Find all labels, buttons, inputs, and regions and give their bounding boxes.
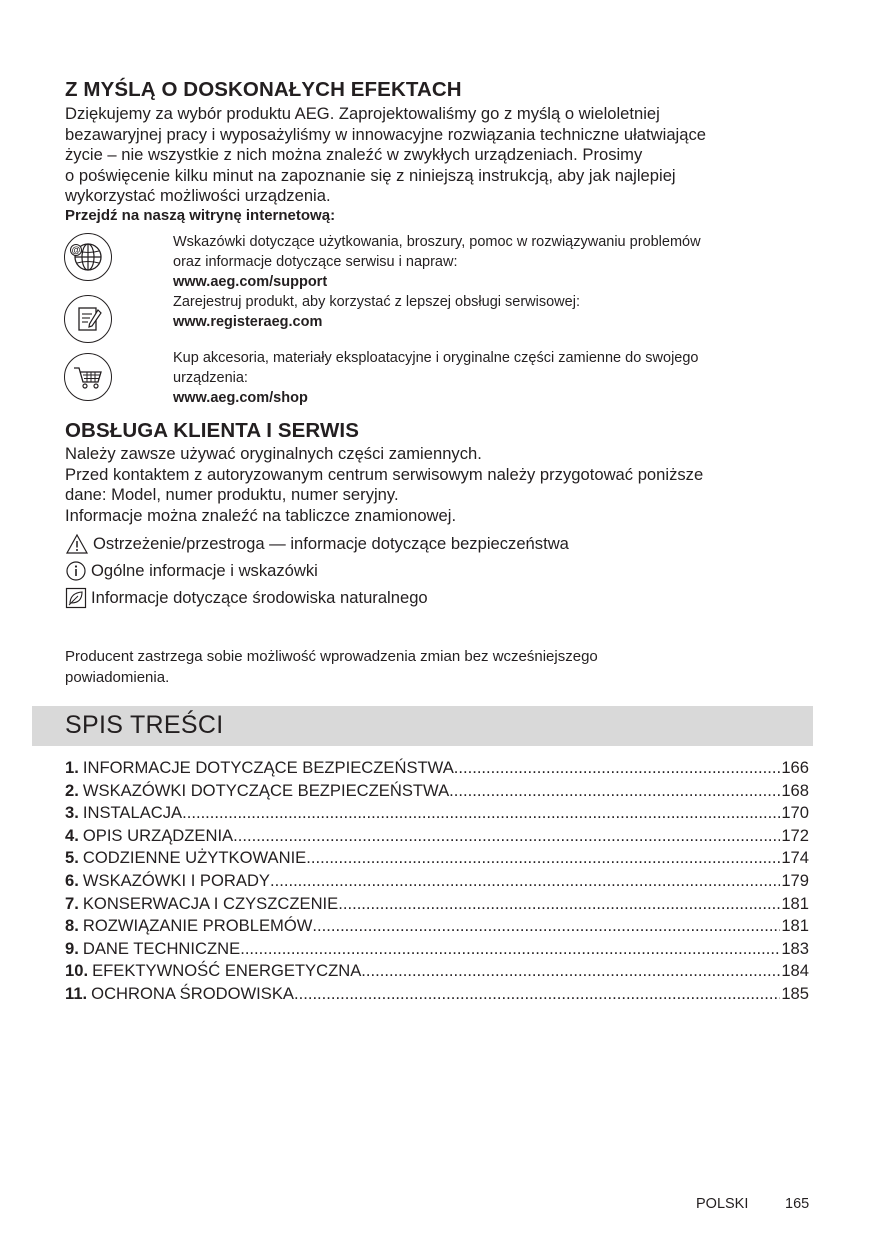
toc-entry[interactable] bbox=[65, 983, 809, 1006]
toc-entry-label: EFEKTYWNOŚĆ ENERGETYCZNA bbox=[92, 961, 362, 981]
toc-entry-number: 11. bbox=[65, 983, 88, 1003]
service-line: Przed kontaktem z autoryzowanym centrum serwisowym należy przygotować poniższe bbox=[65, 464, 704, 484]
intro-line: wykorzystać możliwości urządzenia. bbox=[65, 186, 331, 206]
toc-entry-number: 8. bbox=[65, 916, 79, 936]
toc-entry-number: 7. bbox=[65, 893, 79, 913]
environment-leaf-icon bbox=[65, 587, 87, 609]
toc-entry-label: KONSERWACJA I CZYSZCZENIE bbox=[82, 893, 339, 913]
toc-entry[interactable] bbox=[65, 893, 809, 916]
toc-entry[interactable] bbox=[65, 960, 809, 983]
toc-entry-number: 4. bbox=[65, 825, 79, 845]
toc-entry-number: 6. bbox=[65, 870, 79, 890]
service-line: Należy zawsze używać oryginalnych części zamiennych. bbox=[65, 444, 482, 463]
toc-header-band bbox=[32, 706, 813, 746]
toc-leader-dots bbox=[306, 847, 780, 870]
support-text-line: oraz informacje dotyczące serwisu i napraw: bbox=[173, 254, 458, 270]
toc-entry-page: 174 bbox=[781, 848, 809, 868]
disclaimer-line: powiadomienia. bbox=[65, 669, 170, 686]
toc-entry-number: 1. bbox=[65, 758, 79, 777]
toc-title: SPIS TREŚCI bbox=[65, 711, 224, 739]
register-info bbox=[173, 292, 580, 332]
intro-heading: Z MYŚLĄ O DOSKONAŁYCH EFEKTACH bbox=[65, 78, 462, 101]
toc-entry-label: INSTALACJA bbox=[82, 803, 183, 823]
support-info bbox=[173, 232, 701, 292]
toc-entry-label: WSKAZÓWKI DOTYCZĄCE BEZPIECZEŃSTWA bbox=[82, 780, 450, 800]
shop-info bbox=[173, 348, 699, 408]
toc-entry-page: 181 bbox=[781, 916, 809, 936]
warning-triangle-icon bbox=[65, 533, 89, 555]
toc-entry-page: 181 bbox=[781, 893, 809, 913]
warning-legend bbox=[65, 533, 569, 555]
toc-entry-page: 172 bbox=[781, 825, 809, 845]
intro-paragraph bbox=[65, 104, 706, 207]
toc-entry[interactable] bbox=[65, 757, 809, 780]
toc-entry-page: 170 bbox=[781, 803, 809, 823]
toc-entry-number: 2. bbox=[65, 780, 79, 800]
toc-entry[interactable] bbox=[65, 870, 809, 893]
toc-entry[interactable] bbox=[65, 938, 809, 961]
toc-leader-dots bbox=[182, 802, 780, 825]
intro-line: życie – nie wszystkie z nich można znaleźć w zwykłych urządzeniach. Prosimy bbox=[65, 145, 643, 165]
table-of-contents bbox=[65, 757, 809, 1006]
toc-entry-page: 166 bbox=[781, 758, 809, 777]
disclaimer-line: Producent zastrzega sobie możliwość wprowadzenia zmian bez wcześniejszego bbox=[65, 648, 598, 665]
visit-website-label: Przejdź na naszą witrynę internetową: bbox=[65, 207, 336, 224]
toc-entry-number: 10. bbox=[65, 961, 89, 981]
footer-language: POLSKI bbox=[696, 1196, 749, 1212]
environment-legend-text: Informacje dotyczące środowiska naturalnego bbox=[91, 588, 428, 607]
toc-leader-dots bbox=[454, 757, 781, 780]
toc-leader-dots bbox=[233, 825, 780, 848]
toc-leader-dots bbox=[312, 915, 780, 938]
toc-entry-label: OPIS URZĄDZENIA bbox=[82, 825, 234, 845]
toc-entry-page: 184 bbox=[781, 961, 809, 981]
info-legend bbox=[65, 560, 318, 582]
toc-entry-page: 183 bbox=[781, 938, 809, 958]
register-pen-icon bbox=[64, 295, 112, 343]
toc-entry-page: 168 bbox=[781, 780, 809, 800]
warning-legend-text: Ostrzeżenie/przestroga — informacje dotyczące bezpieczeństwa bbox=[93, 534, 569, 553]
toc-leader-dots bbox=[270, 870, 780, 893]
toc-entry-label: CODZIENNE UŻYTKOWANIE bbox=[82, 848, 307, 868]
toc-entry-label: OCHRONA ŚRODOWISKA bbox=[91, 983, 294, 1003]
globe-at-icon bbox=[64, 233, 112, 281]
intro-line: Dziękujemy za wybór produktu AEG. Zaprojektowaliśmy go z myślą o wieloletniej bbox=[65, 104, 660, 123]
service-paragraph bbox=[65, 444, 703, 526]
toc-entry-label: DANE TECHNICZNE bbox=[82, 938, 241, 958]
toc-entry[interactable] bbox=[65, 825, 809, 848]
info-legend-text: Ogólne informacje i wskazówki bbox=[91, 561, 318, 580]
shop-text-line: Kup akcesoria, materiały eksploatacyjne i oryginalne części zamienne do swojego bbox=[173, 350, 699, 366]
toc-entry[interactable] bbox=[65, 847, 809, 870]
svg-text:@: @ bbox=[71, 245, 81, 255]
toc-entry-label: INFORMACJE DOTYCZĄCE BEZPIECZEŃSTWA bbox=[82, 758, 454, 777]
support-text-line: Wskazówki dotyczące użytkowania, broszury, pomoc w rozwiązywaniu problemów bbox=[173, 234, 701, 250]
info-icon bbox=[65, 560, 87, 582]
toc-entry[interactable] bbox=[65, 915, 809, 938]
toc-leader-dots bbox=[361, 960, 780, 983]
shop-text-line: urządzenia: bbox=[173, 370, 248, 386]
toc-leader-dots bbox=[449, 780, 780, 803]
support-link[interactable]: www.aeg.com/support bbox=[173, 274, 328, 290]
toc-leader-dots bbox=[294, 983, 780, 1006]
register-link[interactable]: www.registeraeg.com bbox=[173, 314, 323, 330]
footer-page-number: 165 bbox=[785, 1196, 810, 1212]
toc-entry-page: 185 bbox=[781, 983, 809, 1003]
toc-entry-label: WSKAZÓWKI I PORADY bbox=[82, 870, 271, 890]
toc-entry-page: 179 bbox=[781, 870, 809, 890]
intro-line: o poświęcenie kilku minut na zapoznanie się z niniejszą instrukcją, aby jak najlepiej bbox=[65, 165, 676, 185]
environment-legend bbox=[65, 587, 428, 609]
toc-entry-label: ROZWIĄZANIE PROBLEMÓW bbox=[82, 916, 313, 936]
service-line: Informacje można znaleźć na tabliczce znamionowej. bbox=[65, 505, 457, 525]
toc-entry-number: 3. bbox=[65, 803, 79, 823]
service-line: dane: Model, numer produktu, numer seryjny. bbox=[65, 485, 399, 505]
register-text-line: Zarejestruj produkt, aby korzystać z lepszej obsługi serwisowej: bbox=[173, 294, 580, 310]
toc-entry[interactable] bbox=[65, 802, 809, 825]
toc-leader-dots bbox=[240, 938, 780, 961]
toc-entry[interactable] bbox=[65, 780, 809, 803]
intro-line: bezawaryjnej pracy i wyposażyliśmy w innowacyjne rozwiązania techniczne ułatwiające bbox=[65, 124, 706, 144]
toc-entry-number: 9. bbox=[65, 938, 79, 958]
toc-leader-dots bbox=[338, 893, 780, 916]
shopping-cart-icon bbox=[64, 353, 112, 401]
disclaimer bbox=[65, 646, 598, 688]
shop-link[interactable]: www.aeg.com/shop bbox=[173, 390, 308, 406]
service-heading: OBSŁUGA KLIENTA I SERWIS bbox=[65, 419, 359, 442]
toc-entry-number: 5. bbox=[65, 848, 79, 868]
